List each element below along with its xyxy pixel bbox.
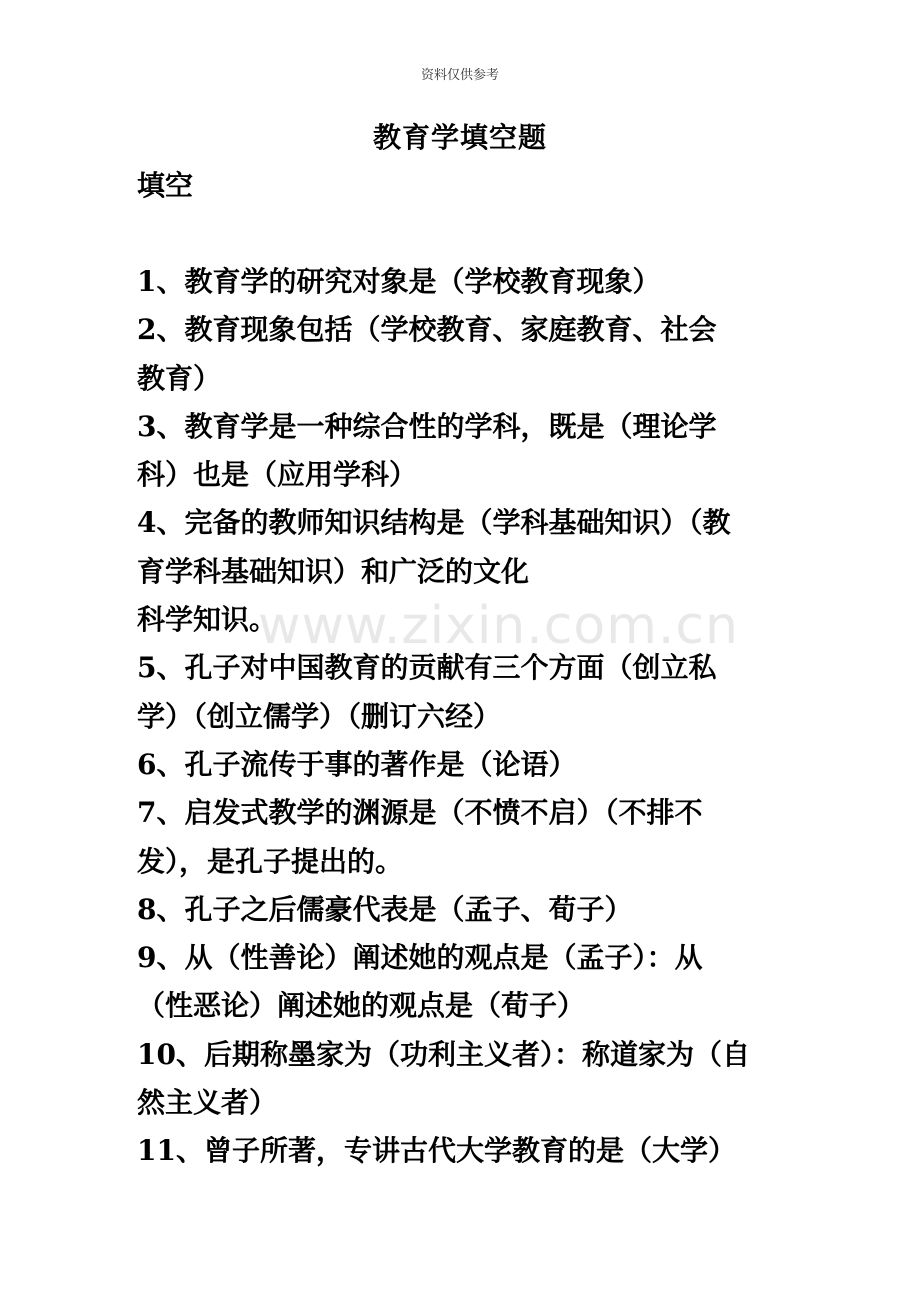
header-note: 资料仅供参考	[420, 68, 499, 83]
text-line: 发），是孔子提出的。	[137, 844, 404, 878]
text-line: 11、曾子所著，专讲古代大学教育的是（大学）	[137, 1134, 736, 1168]
text-line: 10、后期称墨家为（功利主义者）：称道家为（自	[137, 1037, 750, 1071]
text-line: 4、完备的教师知识结构是（学科基础知识）（教	[137, 506, 731, 540]
text-line: 8、孔子之后儒豪代表是（孟子、荀子）	[137, 892, 633, 926]
text-line: 5、孔子对中国教育的贡献有三个方面（创立私	[137, 651, 717, 685]
text-line: 1、教育学的研究对象是（学校教育现象）	[137, 265, 661, 298]
text-line: 7、启发式教学的渊源是（不愤不启）（不排不	[137, 796, 703, 830]
text-line: 然主义者）	[137, 1086, 278, 1120]
text-line: 2、教育现象包括（学校教育、家庭教育、社会	[137, 313, 717, 347]
page-title: 教育学填空题	[372, 121, 547, 154]
text-line: 6、孔子流传于事的著作是（论语）	[137, 747, 577, 781]
question-list	[137, 262, 797, 1180]
text-line: （性恶论）阐述她的观点是（荀子）	[137, 989, 586, 1023]
text-line: 3、教育学是一种综合性的学科，既是（理论学	[137, 409, 717, 443]
text-line: 教育）	[137, 361, 222, 395]
text-line: 科学知识。	[137, 603, 278, 637]
section-label: 填空	[137, 169, 194, 202]
text-line: 9、从（性善论）阐述她的观点是（孟子）：从	[137, 941, 703, 975]
text-line: 育学科基础知识）和广泛的文化	[137, 554, 530, 588]
text-line: 科）也是（应用学科）	[137, 458, 418, 492]
watermark: www.zixin.com.cn	[258, 596, 739, 656]
text-line: 学）（创立儒学）（删订六经）	[137, 699, 502, 733]
